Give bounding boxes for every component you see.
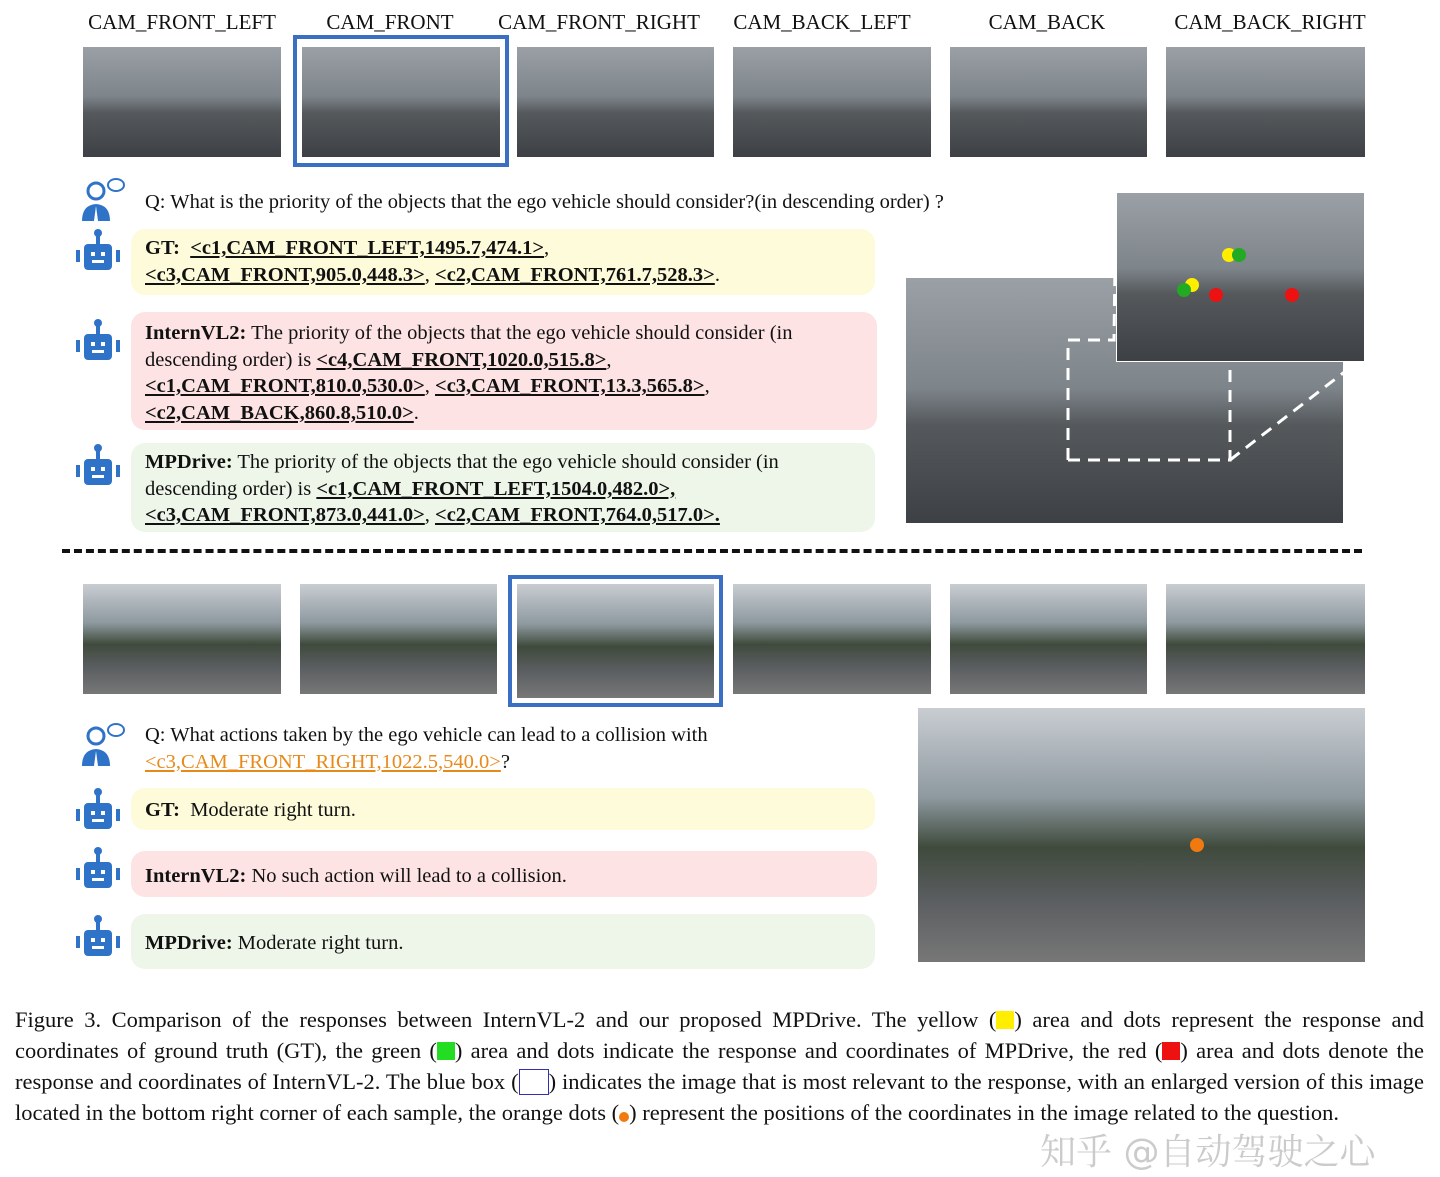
zoomed-inset [1116, 192, 1365, 362]
cam-label-back-left: CAM_BACK_LEFT [733, 10, 911, 34]
internvl-response-2 [131, 851, 877, 897]
camera-image-front-left [83, 584, 281, 694]
internvl-dot [1209, 288, 1223, 302]
coord: <c4,CAM_FRONT,1020.0,515.8> [316, 348, 607, 371]
camera-image-back-left [733, 584, 931, 694]
response-text: Moderate right turn. [232, 932, 404, 954]
cam-label-front-left: CAM_FRONT_LEFT [88, 10, 276, 34]
question-2 [145, 722, 708, 775]
caption-text: ) area and dots denote the response and coordinates of InternVL-2. The blue box ( [15, 1038, 1424, 1094]
camera-image-front [300, 584, 497, 694]
internvl-response-1: InternVL2: The priority of the objects that the ego vehicle should consider (in descending order) is <c4,CAM_FRONT,1020.0,515.8>, <c1,CAM_FRONT,810.0,530.0>, <c3,CAM_FRONT,13.3,565.8>, <c2,CAM_BACK,860.8,510.0>. [131, 312, 877, 430]
cam-label-back-right: CAM_BACK_RIGHT [1174, 10, 1366, 34]
robot-icon [74, 787, 122, 835]
response-text: descending order) is [145, 477, 317, 500]
red-swatch [1162, 1042, 1180, 1060]
robot-icon [74, 318, 122, 366]
enlarged-front-right-image [918, 708, 1365, 962]
camera-image-back [950, 584, 1147, 694]
camera-image-back-left [733, 47, 931, 157]
response-text: descending order) is [145, 348, 317, 371]
robot-icon [74, 443, 122, 491]
coord: <c3,CAM_FRONT,13.3,565.8> [435, 375, 705, 397]
caption-text: Figure 3. Comparison of the responses between InternVL-2 and our proposed MPDrive. The yellow ( [15, 1007, 997, 1032]
coord: <c2,CAM_FRONT,761.7,528.3> [435, 263, 715, 286]
camera-image-front-left [83, 47, 281, 157]
mpdrive-dot [1177, 283, 1191, 297]
caption-text: ) area and dots indicate the response and coordinates of MPDrive, the red ( [454, 1038, 1163, 1063]
question-1: Q: What is the priority of the objects that the ego vehicle should consider?(in descending order) ? [145, 191, 944, 213]
caption-text: ) indicates the image that is most relevant to the response, with an enlarged version of this image located in the bottom right corner of each sample, the orange dots ( [15, 1069, 1424, 1125]
figure-caption [15, 1004, 1424, 1128]
user-question-icon [78, 722, 126, 770]
gt-response-1: GT: <c1,CAM_FRONT_LEFT,1495.7,474.1>, <c3,CAM_FRONT,905.0,448.3>, <c2,CAM_FRONT,761.7,528.3>. [131, 229, 875, 295]
camera-image-back-right [1166, 584, 1365, 694]
gt-response-2 [131, 788, 875, 830]
response-text: The priority of the objects that the ego vehicle should consider (in [232, 451, 779, 473]
blue-box-swatch [519, 1069, 549, 1095]
mpdrive-dot [1232, 248, 1246, 262]
mpdrive-response-2 [131, 914, 875, 969]
response-text: No such action will lead to a collision. [246, 865, 567, 887]
coord: <c1,CAM_FRONT_LEFT,1504.0,482.0>, [316, 477, 676, 500]
cam-label-front: CAM_FRONT [326, 10, 454, 34]
internvl-dot [1285, 288, 1299, 302]
robot-icon [74, 228, 122, 276]
caption-text: ) area and dots represent the response and coordinates of ground truth (GT), the green ( [15, 1007, 1425, 1063]
gt-label: GT: [145, 799, 180, 821]
caption-text: ) represent the positions of the coordinates in the image related to the question. [629, 1100, 1339, 1125]
internvl-label: InternVL2: [145, 865, 247, 887]
orange-dot [1190, 838, 1204, 852]
coord: <c2,CAM_BACK,860.8,510.0> [145, 401, 414, 424]
mpdrive-label: MPDrive: [145, 932, 233, 954]
camera-image-back-right [1166, 47, 1365, 157]
yellow-swatch [996, 1011, 1014, 1029]
question-end: ? [500, 750, 510, 773]
watermark: 知乎 @自动驾驶之心 [1040, 1132, 1376, 1173]
user-question-icon [78, 177, 126, 225]
robot-icon [74, 914, 122, 962]
coord: <c2,CAM_FRONT,764.0,517.0>. [435, 504, 720, 526]
question-text: Q: What actions taken by the ego vehicle can lead to a collision with [145, 724, 708, 746]
coord: <c1,CAM_FRONT,810.0,530.0> [145, 375, 425, 397]
camera-image-front-right [517, 47, 714, 157]
coord: <c1,CAM_FRONT_LEFT,1495.7,474.1> [190, 237, 545, 259]
internvl-label: InternVL2: [145, 322, 247, 344]
cam-label-front-right: CAM_FRONT_RIGHT [498, 10, 700, 34]
sample-divider [62, 549, 1362, 553]
mpdrive-response-1: MPDrive: The priority of the objects that the ego vehicle should consider (in descending order) is <c1,CAM_FRONT_LEFT,1504.0,482.0>, <c3,CAM_FRONT,873.0,441.0>, <c2,CAM_FRONT,764.0,517.0>. [131, 443, 875, 532]
camera-image-back [950, 47, 1147, 157]
question-coord: <c3,CAM_FRONT_RIGHT,1022.5,540.0> [145, 750, 501, 773]
coord: <c3,CAM_FRONT,905.0,448.3> [145, 263, 425, 286]
coord: <c3,CAM_FRONT,873.0,441.0> [145, 504, 425, 526]
response-text: Moderate right turn. [185, 799, 356, 821]
relevant-image-box [508, 575, 723, 707]
mpdrive-label: MPDrive: [145, 451, 233, 473]
robot-icon [74, 846, 122, 894]
relevant-image-box [293, 35, 509, 167]
cam-label-back: CAM_BACK [988, 10, 1106, 34]
gt-label: GT: [145, 237, 180, 259]
green-swatch [437, 1042, 455, 1060]
response-text: The priority of the objects that the ego vehicle should consider (in [246, 322, 793, 344]
orange-swatch [619, 1112, 629, 1122]
